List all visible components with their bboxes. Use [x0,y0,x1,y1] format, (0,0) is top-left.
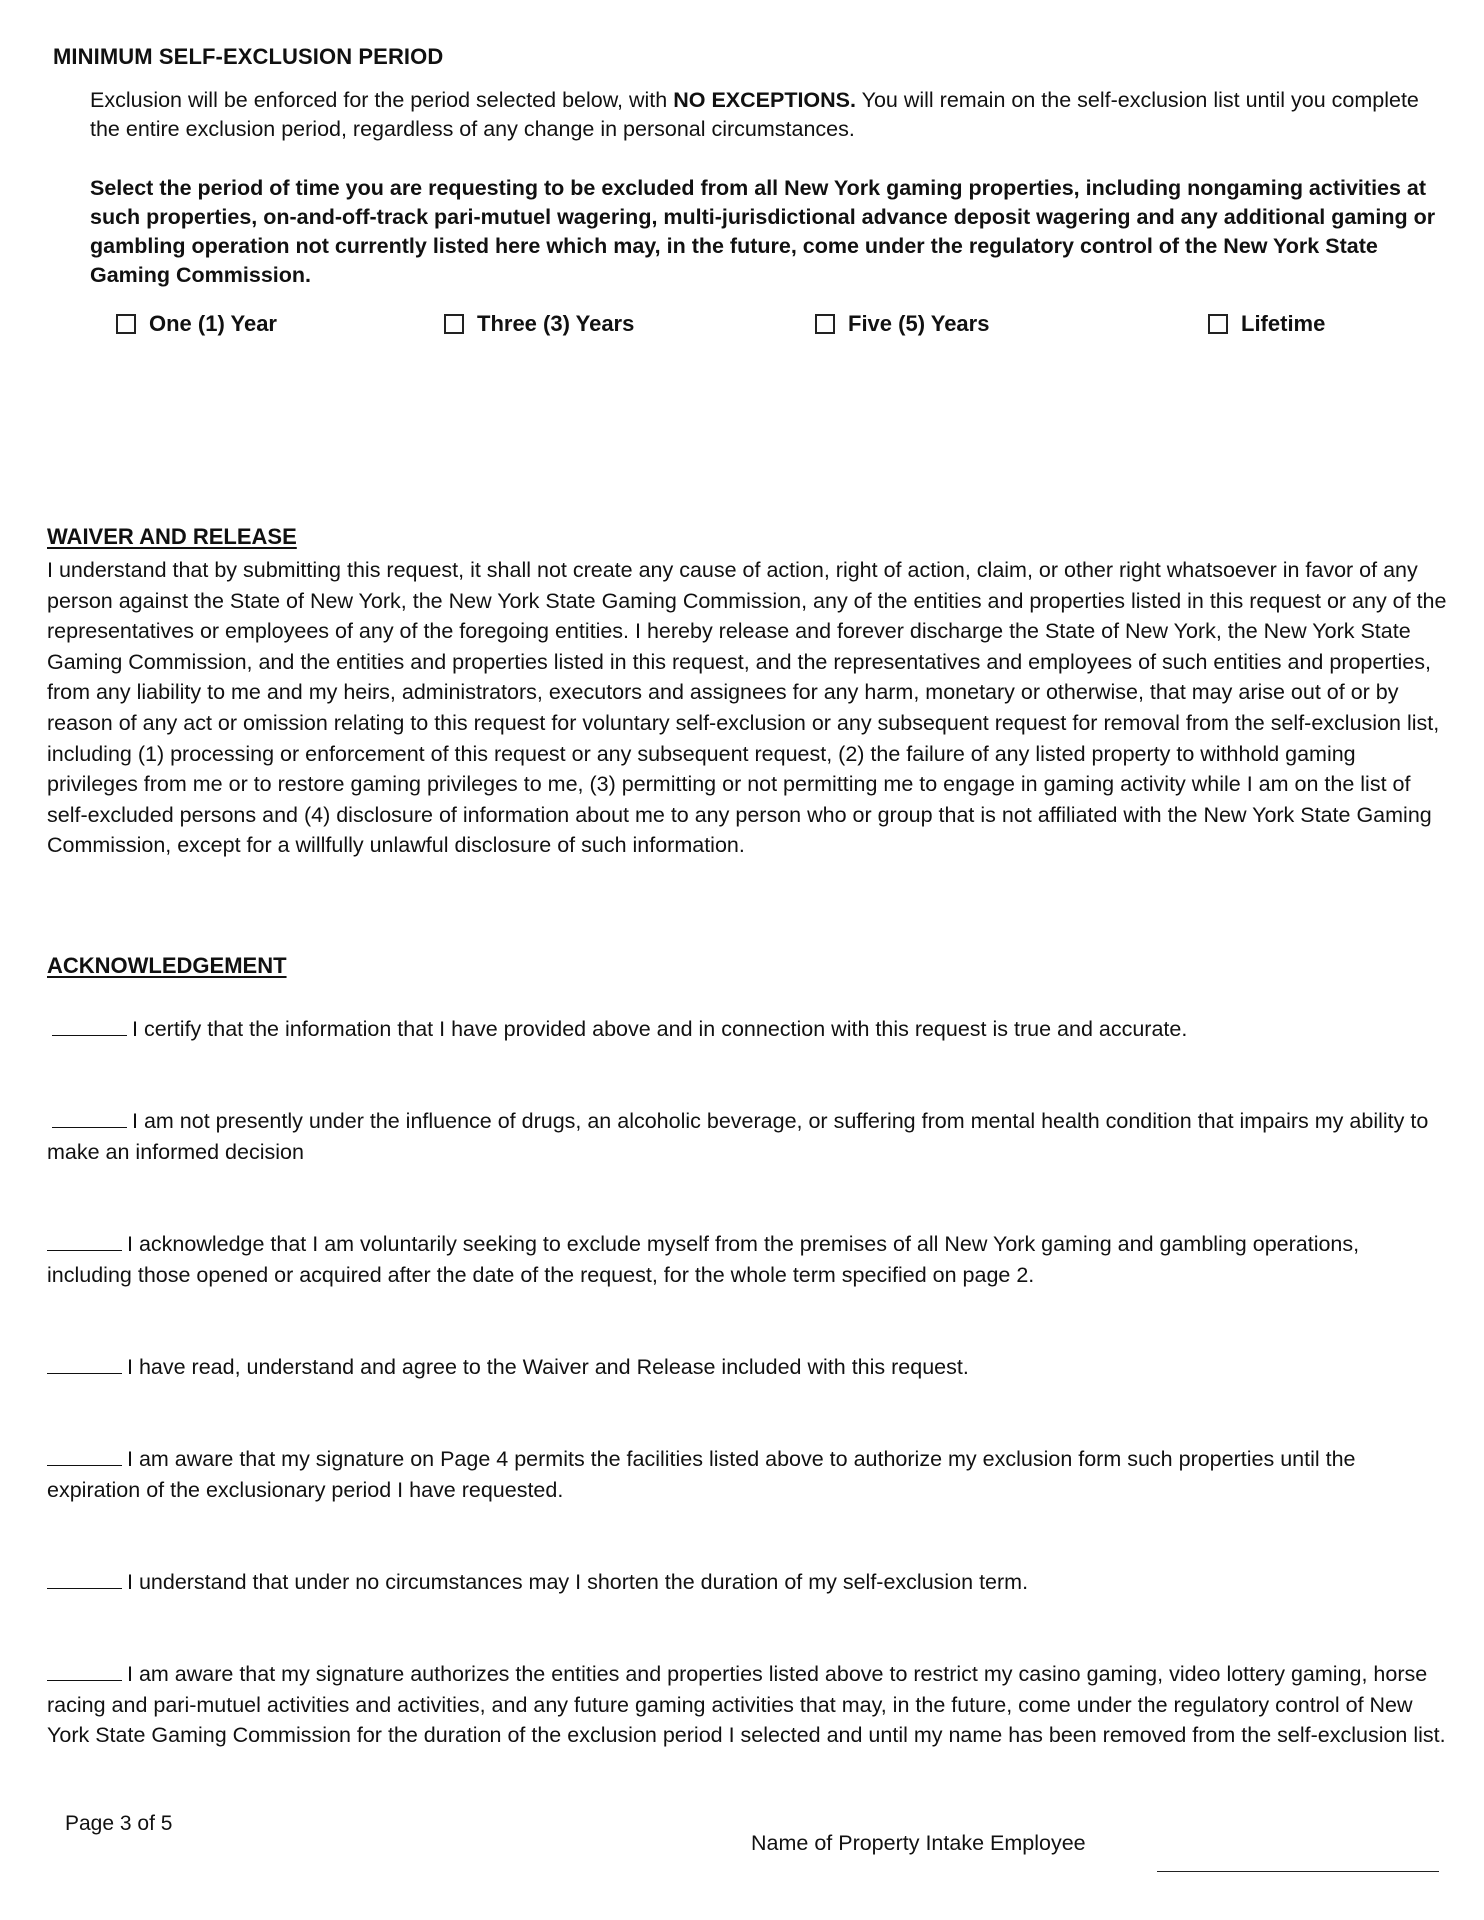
ack-item-certify [47,1014,1447,1045]
three-years-checkbox[interactable] [444,314,464,334]
lifetime-checkbox[interactable] [1208,314,1228,334]
ack-item-signature-permits [47,1444,1447,1505]
ack-text: I am not presently under the influence of drugs, an alcoholic beverage, or suffering from mental health condition that impairs my ability to make an informed decision [47,1109,1429,1164]
initials-blank[interactable] [52,1017,127,1036]
option-label: One (1) Year [149,311,277,336]
ack-text: I am aware that my signature authorizes the entities and properties listed above to restrict my casino gaming, video lottery gaming, horse racing and pari-mutuel activities and activities, and any future gaming activities that may, in the future, come under the regulatory control of New York State Gaming Commission for the duration of the exclusion period I selected and until my name has been removed from the self-exclusion list. [47,1662,1446,1748]
intro-text-2: You will remain on the self-exclusion list until you complete the entire exclusion period, regardless of any change in personal circumstances. [90,88,1419,141]
ack-item-voluntary [47,1229,1447,1290]
no-exceptions-text: NO EXCEPTIONS. [673,88,857,112]
option-label: Three (3) Years [477,311,635,336]
option-five-years[interactable] [815,311,989,337]
initials-blank[interactable] [47,1355,122,1374]
select-period-instructions: Select the period of time you are requesting to be excluded from all New York gaming properties, including nongaming activities at such properties, on-and-off-track pari-mutuel wagering, multi-jurisdictional advance deposit wagering and any additional gaming or gambling operation not currently listed here which may, in the future, come under the regulatory control of the New York State Gaming Commission. [90,176,1436,287]
initials-blank[interactable] [47,1662,122,1681]
option-lifetime[interactable] [1208,311,1325,337]
exclusion-intro [90,86,1420,144]
acknowledgement-title: ACKNOWLEDGEMENT [47,953,287,978]
ack-item-waiver-read [47,1352,1447,1383]
option-label: Lifetime [1241,311,1326,336]
initials-blank[interactable] [47,1447,122,1466]
ack-text: I certify that the information that I have provided above and in connection with this request is true and accurate. [132,1017,1188,1041]
waiver-title: WAIVER AND RELEASE [47,524,297,549]
option-one-year[interactable] [116,311,277,337]
intake-employee-signature-line[interactable] [1157,1871,1439,1872]
waiver-text: I understand that by submitting this request, it shall not create any cause of action, right of action, claim, or other right whatsoever in favor of any person against the State of New York, the New York State Gaming Commission, any of the entities and properties listed in this request or any of the representatives or employees of any of the foregoing entities. I hereby release and forever discharge the State of New York, the New York State Gaming Commission, and the entities and properties listed in this request, and the representatives and employees of such entities and properties, from any liability to me and my heirs, administrators, executors and assignees for any harm, monetary or otherwise, that may arise out of or by reason of any act or omission relating to this request for voluntary self-exclusion or any subsequent request for removal from the self-exclusion list, including (1) processing or enforcement of this request or any subsequent request, (2) the failure of any listed property to withhold gaming privileges from me or to restore gaming privileges to me, (3) permitting or not permitting me to engage in gaming activity while I am on the list of self-excluded persons and (4) disclosure of information about me to any person who or group that is not affiliated with the New York State Gaming Commission, except for a willfully unlawful disclosure of such information. [47,558,1447,858]
ack-text: I understand that under no circumstances may I shorten the duration of my self-exclusion term. [127,1570,1029,1594]
intro-text-1: Exclusion will be enforced for the period selected below, with [90,88,674,112]
option-three-years[interactable] [444,311,634,337]
page-number: Page 3 of 5 [65,1812,173,1835]
initials-blank[interactable] [47,1232,122,1251]
ack-text: I have read, understand and agree to the Waiver and Release included with this request. [127,1355,969,1379]
ack-text: I am aware that my signature on Page 4 permits the facilities listed above to authorize my exclusion form such properties until the expiration of the exclusionary period I have requested. [47,1447,1356,1502]
initials-blank[interactable] [52,1109,127,1128]
initials-blank[interactable] [47,1570,122,1589]
period-options [0,311,1484,343]
exclusion-period-title: MINIMUM SELF-EXCLUSION PERIOD [53,44,444,69]
ack-text: I acknowledge that I am voluntarily seeking to exclude myself from the premises of all New York gaming and gambling operations, including those opened or acquired after the date of the request, for the whole term specified on page 2. [47,1232,1360,1287]
five-years-checkbox[interactable] [815,314,835,334]
ack-item-no-shorten [47,1567,1447,1598]
one-year-checkbox[interactable] [116,314,136,334]
ack-item-not-impaired [47,1106,1447,1167]
intake-employee-label: Name of Property Intake Employee [751,1831,1086,1855]
ack-item-restrict-gaming [47,1659,1447,1751]
option-label: Five (5) Years [848,311,990,336]
